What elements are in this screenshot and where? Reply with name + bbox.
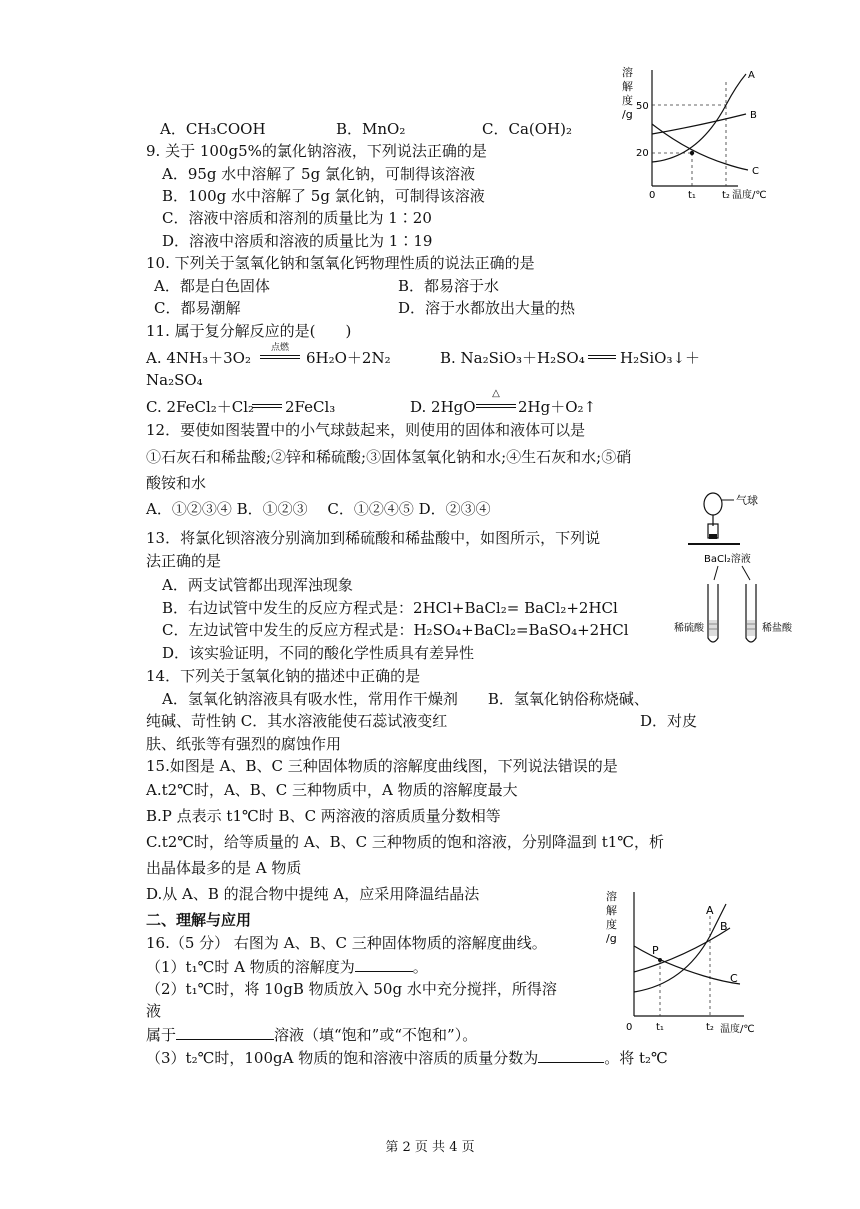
label-b: B xyxy=(750,110,757,121)
right-tube-label: 稀盐酸 xyxy=(762,623,792,634)
chart-bottom-ylabel-2: 解 xyxy=(606,904,617,917)
q15-stem: 15.如图是 A、B、C 三种固体物质的溶解度曲线图，下列说法错误的是 xyxy=(146,757,618,775)
q16-part3-text: （3）t₂℃时，100gA 物质的饱和溶液中溶质的质量分数为 xyxy=(146,1049,539,1067)
chart-top-ylabel-1: 溶 xyxy=(622,66,633,79)
q11-option-a-condition: 点燃 xyxy=(270,343,289,353)
chart-top-origin: 0 xyxy=(649,190,656,201)
q16-part2-answer-blank[interactable] xyxy=(176,1023,274,1040)
q16-part1-answer-blank[interactable] xyxy=(355,955,413,972)
q8-option-c: C．Ca(OH)₂ xyxy=(482,120,572,138)
label-a: A xyxy=(706,904,714,917)
q11-option-d-left: D. 2HgO xyxy=(410,398,476,416)
label-c: C xyxy=(752,166,759,177)
chart-bottom-xlabel: 温度/℃ xyxy=(720,1024,755,1035)
chart-bottom-ylabel-4: /g xyxy=(606,932,617,945)
q16-part3 xyxy=(146,1046,668,1069)
q13-option-b: B．右边试管中发生的反应方程式是：2HCl+BaCl₂= BaCl₂+2HCl xyxy=(162,599,618,617)
q14-line2-d: D．对皮 xyxy=(640,712,698,730)
q12-line2: ①石灰石和稀盐酸;②锌和稀硫酸;③固体氢氧化钠和水;④生石灰和水;⑤硝 xyxy=(146,448,632,466)
q15-option-a: A.t2℃时，A、B、C 三种物质中，A 物质的溶解度最大 xyxy=(146,781,518,799)
q11-option-c-right: 2FeCl₃ xyxy=(285,398,336,416)
chart-bottom-ylabel-1: 溶 xyxy=(606,890,617,903)
q11-c-equals xyxy=(252,404,282,408)
q11-option-a-left: A. 4NH₃＋3O₂ xyxy=(146,349,251,367)
q13-stem-1: 13．将氯化钡溶液分别滴加到稀硫酸和稀盐酸中，如图所示，下列说 xyxy=(146,529,601,547)
q10-option-c: C．都易潮解 xyxy=(154,299,241,317)
q14-line1: A．氢氧化钠溶液具有吸水性，常用作干燥剂 B．氢氧化钠俗称烧碱、 xyxy=(162,690,649,708)
chart-bottom-t1: t₁ xyxy=(656,1022,664,1033)
label-c: C xyxy=(730,972,738,985)
q10-option-d: D．溶于水都放出大量的热 xyxy=(398,299,576,317)
q16-part2-suffix: 溶液（填“饱和”或“不饱和”）。 xyxy=(274,1026,478,1044)
q14-line2: 纯碱、苛性钠 C．其水溶液能使石蕊试液变红 xyxy=(146,712,448,730)
chart-top-ylabel-3: 度 xyxy=(622,94,633,107)
q11-option-b-wrap: Na₂SO₄ xyxy=(146,371,203,389)
q16-stem: 16.（5 分） 右图为 A、B、C 三种固体物质的溶解度曲线。 xyxy=(146,934,547,952)
chart-top-ylabel-2: 解 xyxy=(622,80,633,93)
q11-option-b-left: B. Na₂SiO₃＋H₂SO₄ xyxy=(440,349,585,367)
q16-part2-line1: （2）t₁℃时，将 10gB 物质放入 50g 水中充分搅拌，所得溶 xyxy=(146,980,557,998)
left-tube-label: 稀硫酸 xyxy=(674,623,704,634)
q12-options: A．①②③④ B．①②③ C．①②④⑤ D．②③④ xyxy=(146,500,491,518)
point-p-label: P xyxy=(652,944,659,957)
chart-top-tick-20: 20 xyxy=(636,148,649,159)
q16-part2-line3 xyxy=(146,1023,477,1046)
q9-option-b: B．100g 水中溶解了 5g 氯化钠，可制得该溶液 xyxy=(162,187,485,205)
q11-stem: 11. 属于复分解反应的是( ) xyxy=(146,322,352,340)
label-a: A xyxy=(748,70,755,81)
q13-option-a: A．两支试管都出现浑浊现象 xyxy=(162,576,353,594)
solubility-chart-bottom xyxy=(604,886,774,1036)
q16-part3-end: 。将 t₂℃ xyxy=(604,1049,668,1067)
chart-top-t1: t₁ xyxy=(688,190,696,201)
q11-option-d-condition: △ xyxy=(492,388,500,399)
q16-part2-line2: 液 xyxy=(146,1002,162,1020)
solubility-chart-top xyxy=(618,62,778,208)
q16-part1 xyxy=(146,955,428,978)
q10-stem: 10. 下列关于氢氧化钠和氢氧化钙物理性质的说法正确的是 xyxy=(146,254,535,272)
curve-b xyxy=(652,114,746,134)
q9-option-a: A．95g 水中溶解了 5g 氯化钠，可制得该溶液 xyxy=(162,165,475,183)
chart-bottom-t2: t₂ xyxy=(706,1022,714,1033)
q9-option-d: D．溶液中溶质和溶液的质量比为 1∶19 xyxy=(162,232,433,250)
q15-option-b: B.P 点表示 t1℃时 B、C 两溶液的溶质质量分数相等 xyxy=(146,807,501,825)
chart-top-t2: t₂ xyxy=(722,190,730,201)
q9-stem: 9. 关于 100g5%的氯化钠溶液，下列说法正确的是 xyxy=(146,142,487,160)
q16-part1-text: （1）t₁℃时 A 物质的溶解度为 xyxy=(146,958,355,976)
chart-top-xlabel: 温度/℃ xyxy=(732,190,767,201)
balloon-label: 气球 xyxy=(736,494,758,507)
q10-option-b: B．都易溶于水 xyxy=(398,277,500,295)
q14-line3: 肤、纸张等有强烈的腐蚀作用 xyxy=(146,735,342,753)
q11-b-equals xyxy=(588,355,616,359)
q10-option-a: A．都是白色固体 xyxy=(154,277,270,295)
q13-option-c: C．左边试管中发生的反应方程式是：H₂SO₄+BaCl₂=BaSO₄+2HCl xyxy=(162,621,629,639)
curve-b xyxy=(634,928,730,972)
label-b: B xyxy=(720,920,728,933)
apparatus-figure xyxy=(674,486,810,656)
q11-option-a-right: 6H₂O＋2N₂ xyxy=(306,349,391,367)
q9-option-c: C．溶液中溶质和溶剂的质量比为 1∶20 xyxy=(162,209,432,227)
q16-part3-answer-blank[interactable] xyxy=(538,1046,604,1063)
q16-part1-end: 。 xyxy=(412,958,428,976)
q11-option-c-left: C. 2FeCl₂＋Cl₂ xyxy=(146,398,255,416)
q11-option-d-right: 2Hg＋O₂↑ xyxy=(518,398,597,416)
q12-line3: 酸铵和水 xyxy=(146,474,207,492)
chart-top-ylabel-4: /g xyxy=(622,108,633,121)
q15-option-c-2: 出晶体最多的是 A 物质 xyxy=(146,859,302,877)
q11-option-b-right: H₂SiO₃↓＋ xyxy=(620,349,701,367)
chart-top-tick-50: 50 xyxy=(636,101,649,112)
chart-bottom-origin: 0 xyxy=(626,1022,633,1033)
q12-stem: 12．要使如图装置中的小气球鼓起来，则使用的固体和液体可以是 xyxy=(146,421,586,439)
q15-option-c-1: C.t2℃时，给等质量的 A、B、C 三种物质的饱和溶液，分别降温到 t1℃，析 xyxy=(146,833,665,851)
q15-option-d: D.从 A、B 的混合物中提纯 A，应采用降温结晶法 xyxy=(146,885,480,903)
q13-stem-2: 法正确的是 xyxy=(146,552,222,570)
q11-a-equals xyxy=(260,355,300,359)
q13-option-d: D．该实验证明，不同的酸化学性质具有差异性 xyxy=(162,644,475,662)
bacl2-label: BaCl₂溶液 xyxy=(704,554,751,565)
balloon-icon xyxy=(704,493,722,515)
chart-bottom-ylabel-3: 度 xyxy=(606,918,617,931)
q8-option-b: B．MnO₂ xyxy=(336,120,406,138)
q14-stem: 14．下列关于氢氧化钠的描述中正确的是 xyxy=(146,667,421,685)
page-footer: 第 2 页 共 4 页 xyxy=(385,1140,475,1155)
section-heading: 二、理解与应用 xyxy=(146,911,252,929)
q11-d-equals xyxy=(476,404,516,408)
q16-part2-prefix: 属于 xyxy=(146,1026,177,1044)
q8-option-a: A．CH₃COOH xyxy=(160,120,266,138)
